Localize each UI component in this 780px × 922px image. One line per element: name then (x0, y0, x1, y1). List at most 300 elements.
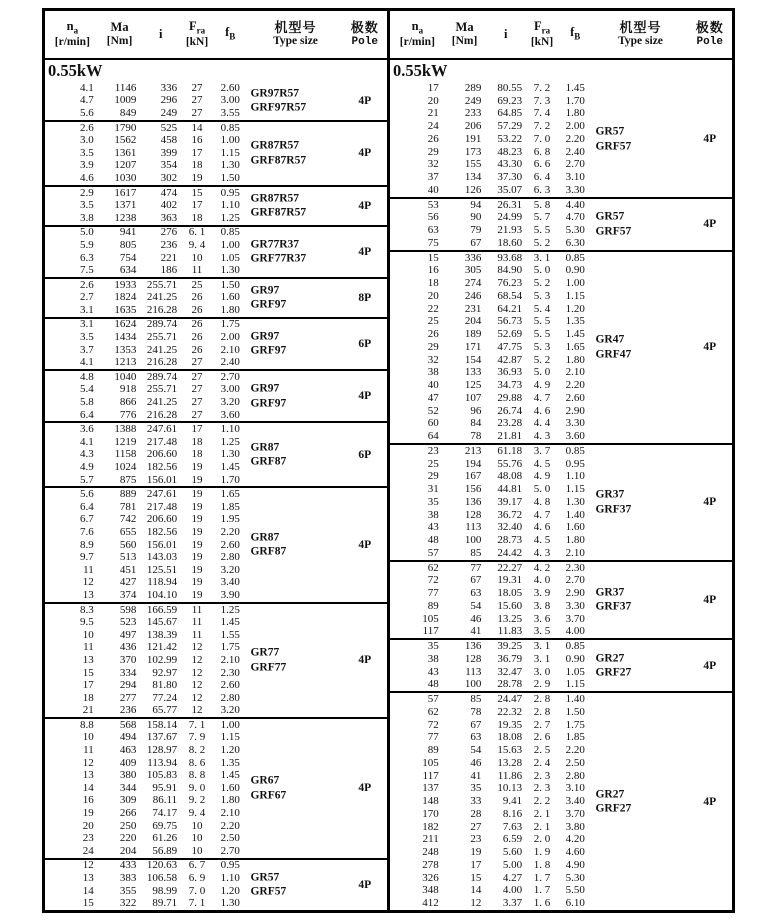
cell-speed: 3.0 (79, 134, 94, 147)
cell-service-factor: 1.20 (565, 302, 585, 315)
cell-ratio: 3.37 (502, 897, 523, 910)
cell-torque: 1213 (114, 356, 137, 369)
cell-service-factor: 1.70 (220, 473, 240, 486)
cell-service-factor: 1.10 (565, 470, 585, 483)
cell-speed: 43 (427, 665, 439, 678)
cell-torque: 136 (464, 640, 482, 653)
cell-service-factor: 1.00 (565, 277, 585, 290)
cell-overhung-load: 2. 9 (533, 678, 551, 691)
table-row (390, 171, 732, 184)
cell-overhung-load: 12 (191, 666, 203, 679)
cell-overhung-load: 19 (191, 488, 203, 501)
cell-torque: 28 (470, 807, 482, 820)
cell-service-factor: 3.40 (220, 576, 240, 589)
table-row (390, 562, 732, 575)
cell-torque: 63 (470, 731, 482, 744)
cell-speed: 15 (427, 251, 439, 264)
type-size-label: GR67 GRF67 (250, 774, 287, 802)
cell-speed: 40 (427, 379, 439, 392)
cell-torque: 1371 (114, 199, 137, 212)
cell-speed: 31 (427, 483, 439, 496)
col-header-service-factor: $f_B$ (225, 25, 236, 42)
cell-service-factor: 1.30 (220, 897, 240, 910)
cell-torque: 54 (470, 599, 482, 612)
table-row (390, 757, 732, 770)
cell-service-factor: 2.30 (565, 561, 585, 574)
rating-group-left-2 (45, 120, 387, 185)
cell-overhung-load: 6. 1 (188, 226, 206, 239)
table-row (390, 897, 732, 910)
cell-torque: 1207 (114, 159, 137, 172)
pole-label: 4P (358, 245, 372, 258)
pole-label: 4P (358, 390, 372, 403)
cell-torque: 128 (464, 652, 482, 665)
rating-group-left-6 (45, 317, 387, 369)
type-size-label: GR77R37 GRF77R37 (250, 238, 307, 265)
table-row (45, 616, 387, 629)
cell-service-factor: 1.40 (565, 508, 585, 521)
cell-torque: 754 (119, 251, 137, 264)
table-row (45, 604, 387, 617)
cell-overhung-load: 1. 7 (533, 884, 551, 897)
rating-group-right-1 (390, 82, 732, 197)
table-row (390, 108, 732, 121)
table-row (45, 757, 387, 770)
gearmotor-rating-table (42, 8, 735, 913)
cell-service-factor: 1.50 (220, 171, 240, 184)
cell-torque: 191 (464, 132, 482, 145)
cell-torque: 41 (470, 625, 482, 638)
cell-speed: 4.9 (79, 461, 94, 474)
cell-service-factor: 3.30 (565, 183, 585, 196)
cell-torque: 568 (119, 718, 137, 731)
cell-overhung-load: 10 (191, 819, 203, 832)
rating-group-right-6 (390, 638, 732, 691)
cell-torque: 1635 (114, 303, 137, 316)
cell-torque: 78 (470, 705, 482, 718)
cell-torque: 35 (470, 782, 482, 795)
cell-ratio: 76.23 (497, 277, 523, 290)
cell-service-factor: 1.95 (220, 513, 240, 526)
table-row (390, 770, 732, 783)
cell-torque: 100 (464, 534, 482, 547)
cell-overhung-load: 5. 2 (533, 236, 551, 249)
cell-speed: 4.3 (79, 448, 94, 461)
cell-speed: 29 (427, 145, 439, 158)
cell-speed: 35 (427, 495, 439, 508)
cell-torque: 67 (470, 236, 482, 249)
cell-overhung-load: 2. 8 (533, 705, 551, 718)
cell-torque: 33 (470, 795, 482, 808)
cell-ratio: 84.90 (497, 264, 523, 277)
rating-group-left-4 (45, 225, 387, 277)
pole-label: 8P (358, 291, 372, 304)
cell-torque: 17 (470, 858, 482, 871)
cell-torque: 742 (119, 513, 137, 526)
type-size-label: GR57 GRF57 (595, 126, 632, 153)
cell-speed: 4.1 (79, 81, 94, 94)
cell-ratio: 64.85 (497, 107, 523, 120)
cell-ratio: 80.55 (497, 81, 523, 94)
cell-speed: 38 (427, 508, 439, 521)
cell-speed: 12 (82, 859, 94, 872)
cell-speed: 57 (427, 546, 439, 559)
cell-speed: 8.9 (79, 538, 94, 551)
cell-torque: 100 (464, 678, 482, 691)
cell-service-factor: 1.20 (220, 744, 240, 757)
cell-speed: 4.6 (79, 171, 94, 184)
cell-speed: 16 (82, 794, 94, 807)
cell-speed: 5.8 (79, 396, 94, 409)
cell-service-factor: 1.45 (565, 328, 585, 341)
cell-speed: 43 (427, 521, 439, 534)
cell-overhung-load: 8. 2 (188, 744, 206, 757)
rating-groups-left (45, 82, 387, 910)
rating-group-left-3 (45, 185, 387, 225)
cell-torque: 155 (464, 158, 482, 171)
table-row (390, 237, 732, 250)
col-header-type-size: 机型号 Type size (273, 20, 318, 48)
cell-service-factor: 1.15 (565, 483, 585, 496)
cell-ratio: 98.99 (152, 884, 178, 897)
rating-group-right-7 (390, 691, 732, 910)
cell-ratio: 65.77 (152, 704, 178, 717)
rating-group-left-1 (45, 82, 387, 120)
cell-service-factor: 1.80 (565, 534, 585, 547)
cell-service-factor: 2.60 (220, 81, 240, 94)
cell-ratio: 95.91 (152, 781, 178, 794)
cell-speed: 25 (427, 457, 439, 470)
cell-service-factor: 2.10 (565, 366, 585, 379)
cell-ratio: 23.28 (497, 417, 523, 430)
cell-overhung-load: 4. 6 (533, 521, 551, 534)
cell-ratio: 36.93 (497, 366, 523, 379)
rating-group-left-9 (45, 486, 387, 601)
cell-ratio: 241.25 (146, 291, 178, 304)
cell-ratio: 22.27 (497, 561, 523, 574)
cell-torque: 409 (119, 756, 137, 769)
cell-overhung-load: 5. 5 (533, 224, 551, 237)
cell-service-factor: 0.85 (565, 640, 585, 653)
table-row (390, 458, 732, 471)
cell-speed: 5.4 (79, 383, 94, 396)
cell-service-factor: 1.65 (220, 488, 240, 501)
table-row (390, 303, 732, 316)
table-row (390, 277, 732, 290)
cell-torque: 78 (470, 430, 482, 443)
cell-torque: 513 (119, 551, 137, 564)
cell-service-factor: 1.80 (220, 303, 240, 316)
cell-speed: 5.0 (79, 226, 94, 239)
cell-overhung-load: 2. 6 (533, 731, 551, 744)
cell-ratio: 137.67 (146, 731, 178, 744)
cell-torque: 79 (470, 224, 482, 237)
col-header-torque: Ma [Nm] (106, 20, 133, 48)
cell-ratio: 32.40 (497, 521, 523, 534)
cell-speed: 9.7 (79, 551, 94, 564)
col-header-speed: $n_a$ [r/min] (399, 18, 435, 49)
cell-speed: 2.7 (79, 291, 94, 304)
cell-speed: 16 (427, 264, 439, 277)
cell-torque: 463 (119, 744, 137, 757)
cell-ratio: 29.88 (497, 391, 523, 404)
table-row (45, 589, 387, 602)
cell-torque: 204 (464, 315, 482, 328)
table-row (45, 488, 387, 501)
cell-speed: 21 (427, 107, 439, 120)
table-row (45, 356, 387, 369)
cell-ratio: 26.74 (497, 404, 523, 417)
cell-service-factor: 1.30 (220, 159, 240, 172)
cell-speed: 4.1 (79, 356, 94, 369)
cell-torque: 54 (470, 744, 482, 757)
cell-torque: 1434 (114, 331, 137, 344)
type-size-label: GR27 GRF27 (595, 788, 632, 815)
cell-ratio: 399 (160, 146, 178, 159)
cell-speed: 14 (82, 884, 94, 897)
cell-torque: 374 (119, 588, 137, 601)
cell-torque: 383 (119, 872, 137, 885)
cell-overhung-load: 19 (191, 538, 203, 551)
cell-service-factor: 1.35 (220, 756, 240, 769)
col-header-overhung-load: $F_{ra}$ [kN] (185, 18, 209, 49)
cell-ratio: 104.10 (146, 588, 178, 601)
table-row (45, 172, 387, 185)
cell-service-factor: 1.10 (220, 423, 240, 436)
cell-ratio: 158.14 (146, 718, 178, 731)
cell-overhung-load: 19 (191, 500, 203, 513)
cell-overhung-load: 5. 3 (533, 340, 551, 353)
cell-ratio: 68.54 (497, 289, 523, 302)
table-row (390, 522, 732, 535)
cell-service-factor: 2.00 (565, 120, 585, 133)
table-row (45, 501, 387, 514)
cell-ratio: 18.60 (497, 236, 523, 249)
cell-speed: 15 (82, 897, 94, 910)
cell-service-factor: 2.90 (565, 587, 585, 600)
cell-service-factor: 2.40 (220, 356, 240, 369)
cell-speed: 25 (427, 315, 439, 328)
table-row (390, 265, 732, 278)
cell-torque: 494 (119, 731, 137, 744)
cell-ratio: 289.74 (146, 318, 178, 331)
cell-torque: 1790 (114, 121, 137, 134)
table-row (390, 159, 732, 172)
cell-overhung-load: 6. 8 (533, 145, 551, 158)
col-header-service-factor: $f_B$ (570, 25, 581, 42)
cell-ratio: 92.97 (152, 666, 178, 679)
cell-ratio: 402 (160, 199, 178, 212)
cell-ratio: 363 (160, 211, 178, 224)
table-row (45, 845, 387, 858)
cell-service-factor: 0.85 (565, 251, 585, 264)
pole-label: 4P (703, 341, 717, 354)
cell-ratio: 474 (160, 186, 178, 199)
cell-ratio: 128.97 (146, 744, 178, 757)
cell-overhung-load: 11 (191, 616, 203, 629)
cell-service-factor: 2.70 (565, 158, 585, 171)
table-row (45, 564, 387, 577)
cell-speed: 22 (427, 302, 439, 315)
cell-speed: 105 (422, 756, 439, 769)
col-header-pole: 极数 Pole (350, 20, 379, 48)
cell-ratio: 74.17 (152, 807, 178, 820)
cell-ratio: 458 (160, 134, 178, 147)
cell-overhung-load: 10 (191, 844, 203, 857)
cell-torque: 274 (464, 277, 482, 290)
cell-ratio: 113.94 (147, 756, 178, 769)
cell-torque: 220 (119, 832, 137, 845)
table-row (390, 252, 732, 265)
cell-torque: 85 (470, 693, 482, 706)
type-size-label: GR47 GRF47 (595, 334, 632, 361)
cell-ratio: 106.58 (146, 872, 178, 885)
cell-speed: 5.9 (79, 238, 94, 251)
cell-speed: 3.5 (79, 146, 94, 159)
cell-torque: 156 (464, 483, 482, 496)
table-row (390, 885, 732, 898)
cell-overhung-load: 9. 2 (188, 794, 206, 807)
rating-group-right-5 (390, 560, 732, 639)
cell-ratio: 32.47 (497, 665, 523, 678)
cell-ratio: 15.60 (497, 599, 523, 612)
table-row (45, 732, 387, 745)
cell-overhung-load: 19 (191, 576, 203, 589)
cell-speed: 278 (422, 858, 439, 871)
cell-ratio: 39.17 (497, 495, 523, 508)
table-row (45, 832, 387, 845)
cell-ratio: 118.94 (147, 576, 178, 589)
cell-speed: 17 (427, 81, 439, 94)
cell-ratio: 37.30 (497, 171, 523, 184)
cell-service-factor: 1.50 (220, 278, 240, 291)
cell-service-factor: 1.00 (220, 238, 240, 251)
cell-speed: 62 (427, 561, 439, 574)
cell-service-factor: 1.70 (565, 94, 585, 107)
cell-torque: 1933 (114, 278, 137, 291)
cell-torque: 1617 (114, 186, 137, 199)
col-header-type-size: 机型号 Type size (618, 20, 663, 48)
cell-overhung-load: 8. 8 (188, 769, 206, 782)
cell-speed: 2.6 (79, 278, 94, 291)
cell-overhung-load: 4. 4 (533, 417, 551, 430)
cell-speed: 4.7 (79, 94, 94, 107)
cell-torque: 213 (464, 444, 482, 457)
cell-ratio: 69.75 (152, 819, 178, 832)
rating-group-left-12 (45, 858, 387, 910)
cell-ratio: 221 (160, 251, 178, 264)
cell-speed: 8.3 (79, 603, 94, 616)
cell-ratio: 10.13 (497, 782, 523, 795)
cell-service-factor: 4.60 (565, 846, 585, 859)
cell-ratio: 43.30 (497, 158, 523, 171)
type-size-label: GR97 GRF97 (250, 382, 287, 410)
table-row (390, 405, 732, 418)
cell-ratio: 9.41 (502, 795, 523, 808)
cell-torque: 167 (464, 470, 482, 483)
cell-ratio: 13.28 (497, 756, 523, 769)
cell-ratio: 6.59 (502, 833, 523, 846)
cell-service-factor: 3.00 (220, 94, 240, 107)
cell-torque: 451 (119, 563, 137, 576)
cell-speed: 89 (427, 599, 439, 612)
cell-speed: 10 (82, 628, 94, 641)
cell-service-factor: 1.75 (220, 318, 240, 331)
cell-overhung-load: 19 (191, 563, 203, 576)
cell-torque: 14 (470, 884, 482, 897)
cell-service-factor: 1.10 (220, 199, 240, 212)
table-row (45, 423, 387, 436)
cell-torque: 113 (465, 665, 482, 678)
cell-overhung-load: 7. 2 (533, 81, 551, 94)
cell-torque: 125 (464, 379, 482, 392)
cell-torque: 236 (119, 704, 137, 717)
cell-overhung-load: 3. 8 (533, 599, 551, 612)
cell-speed: 62 (427, 705, 439, 718)
cell-torque: 866 (119, 396, 137, 409)
cell-speed: 21 (82, 704, 94, 717)
table-row (45, 474, 387, 487)
pole-label: 4P (703, 795, 717, 808)
cell-torque: 427 (119, 576, 137, 589)
cell-speed: 15 (82, 666, 94, 679)
cell-ratio: 525 (160, 121, 178, 134)
cell-ratio: 143.03 (146, 551, 178, 564)
pole-label: 4P (703, 496, 717, 509)
cell-speed: 5.7 (79, 473, 94, 486)
cell-speed: 7.6 (79, 525, 94, 538)
cell-speed: 170 (422, 807, 439, 820)
cell-overhung-load: 5. 3 (533, 289, 551, 302)
cell-ratio: 241.25 (146, 343, 178, 356)
cell-overhung-load: 5. 5 (533, 328, 551, 341)
cell-service-factor: 3.00 (220, 383, 240, 396)
cell-torque: 136 (464, 495, 482, 508)
cell-service-factor: 1.60 (220, 291, 240, 304)
cell-speed: 3.8 (79, 211, 94, 224)
cell-speed: 11 (83, 641, 94, 654)
cell-service-factor: 3.40 (565, 795, 585, 808)
cell-ratio: 47.75 (497, 340, 523, 353)
table-row (45, 820, 387, 833)
cell-overhung-load: 4. 7 (533, 391, 551, 404)
cell-ratio: 156.01 (146, 538, 178, 551)
cell-speed: 23 (427, 444, 439, 457)
table-row (390, 418, 732, 431)
cell-overhung-load: 7. 0 (188, 884, 206, 897)
cell-ratio: 48.08 (497, 470, 523, 483)
cell-speed: 12 (82, 576, 94, 589)
cell-overhung-load: 3. 1 (533, 640, 551, 653)
cell-speed: 48 (427, 678, 439, 691)
cell-torque: 189 (464, 328, 482, 341)
cell-torque: 15 (470, 871, 482, 884)
cell-service-factor: 1.65 (565, 340, 585, 353)
cell-speed: 63 (427, 224, 439, 237)
cell-ratio: 28.73 (497, 534, 523, 547)
table-row (390, 719, 732, 732)
cell-overhung-load: 26 (191, 331, 203, 344)
table-row (390, 732, 732, 745)
cell-speed: 3.6 (79, 423, 94, 436)
pole-label: 4P (358, 654, 372, 667)
cell-service-factor: 0.95 (220, 186, 240, 199)
cell-ratio: 26.31 (497, 198, 523, 211)
cell-overhung-load: 5. 2 (533, 277, 551, 290)
cell-ratio: 289.74 (146, 370, 178, 383)
cell-service-factor: 2.20 (565, 132, 585, 145)
cell-overhung-load: 27 (191, 356, 203, 369)
